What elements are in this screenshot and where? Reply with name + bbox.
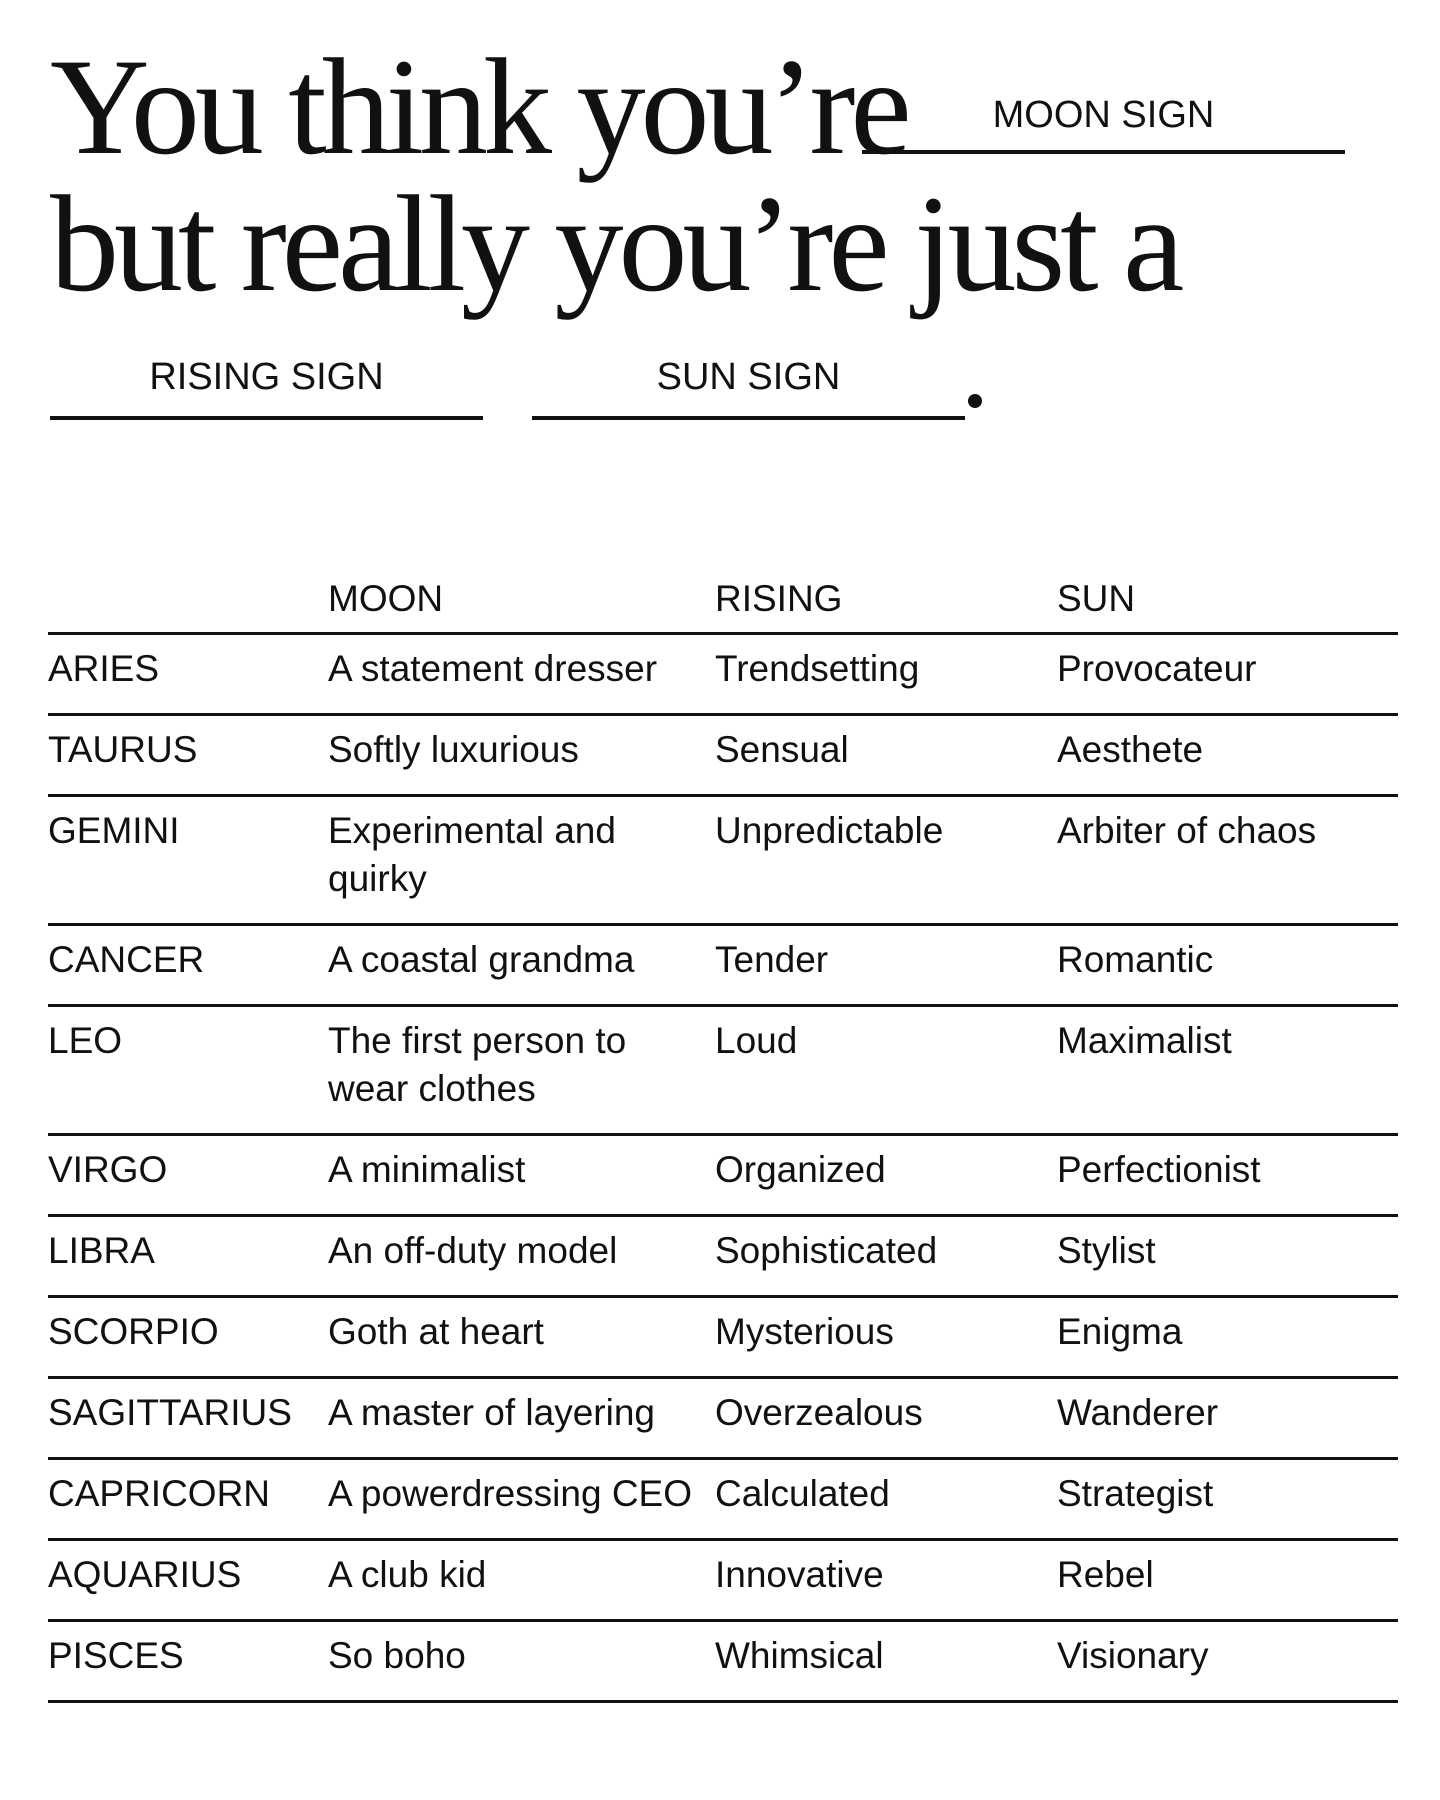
table-row	[48, 714, 1398, 795]
sun-cell: Arbiter of chaos	[1057, 795, 1398, 924]
table-row	[48, 1134, 1398, 1215]
header-sign	[48, 567, 328, 633]
rising-cell: Mysterious	[715, 1296, 1057, 1377]
rising-cell: Calculated	[715, 1458, 1057, 1539]
sun-sign-blank: SUN SIGN	[532, 356, 965, 420]
sun-cell: Wanderer	[1057, 1377, 1398, 1458]
moon-cell: The first person to wear clothes	[328, 1005, 715, 1134]
rising-sign-blank: RISING SIGN	[50, 356, 483, 420]
sign-cell: TAURUS	[48, 714, 328, 795]
sun-cell: Rebel	[1057, 1539, 1398, 1620]
header-sun: SUN	[1057, 567, 1398, 633]
sun-cell: Enigma	[1057, 1296, 1398, 1377]
sign-cell: PISCES	[48, 1620, 328, 1701]
headline-line-2: but really you’re just a	[50, 167, 1180, 320]
sign-cell: SCORPIO	[48, 1296, 328, 1377]
moon-cell: A statement dresser	[328, 633, 715, 714]
sign-cell: VIRGO	[48, 1134, 328, 1215]
rising-cell: Organized	[715, 1134, 1057, 1215]
sign-cell: SAGITTARIUS	[48, 1377, 328, 1458]
table-row	[48, 1458, 1398, 1539]
table-row	[48, 1296, 1398, 1377]
sign-cell: LIBRA	[48, 1215, 328, 1296]
table-row	[48, 1539, 1398, 1620]
sun-cell: Stylist	[1057, 1215, 1398, 1296]
sign-cell: GEMINI	[48, 795, 328, 924]
sign-cell: CAPRICORN	[48, 1458, 328, 1539]
headline	[50, 0, 1430, 440]
moon-cell: So boho	[328, 1620, 715, 1701]
moon-cell: Goth at heart	[328, 1296, 715, 1377]
table-header-row	[48, 567, 1398, 633]
moon-sign-blank: MOON SIGN	[862, 92, 1345, 154]
moon-cell: A minimalist	[328, 1134, 715, 1215]
moon-cell: A coastal grandma	[328, 924, 715, 1005]
rising-cell: Whimsical	[715, 1620, 1057, 1701]
sun-cell: Strategist	[1057, 1458, 1398, 1539]
moon-cell: An off-duty model	[328, 1215, 715, 1296]
sign-cell: AQUARIUS	[48, 1539, 328, 1620]
zodiac-style-table	[48, 567, 1398, 1703]
moon-cell: A club kid	[328, 1539, 715, 1620]
moon-cell: A master of layering	[328, 1377, 715, 1458]
sun-cell: Perfectionist	[1057, 1134, 1398, 1215]
sign-cell: CANCER	[48, 924, 328, 1005]
header-rising: RISING	[715, 567, 1057, 633]
sign-cell: ARIES	[48, 633, 328, 714]
header-moon: MOON	[328, 567, 715, 633]
sign-cell: LEO	[48, 1005, 328, 1134]
rising-cell: Innovative	[715, 1539, 1057, 1620]
rising-cell: Unpredictable	[715, 795, 1057, 924]
sun-cell: Aesthete	[1057, 714, 1398, 795]
period-dot	[968, 394, 982, 408]
moon-cell: Experimental and quirky	[328, 795, 715, 924]
sun-cell: Maximalist	[1057, 1005, 1398, 1134]
moon-cell: A powerdressing CEO	[328, 1458, 715, 1539]
table-row	[48, 633, 1398, 714]
rising-cell: Trendsetting	[715, 633, 1057, 714]
moon-cell: Softly luxurious	[328, 714, 715, 795]
rising-cell: Overzealous	[715, 1377, 1057, 1458]
table-row	[48, 1377, 1398, 1458]
table-row	[48, 1620, 1398, 1701]
table-row	[48, 795, 1398, 924]
table-row	[48, 1215, 1398, 1296]
sun-cell: Visionary	[1057, 1620, 1398, 1701]
sun-cell: Provocateur	[1057, 633, 1398, 714]
rising-cell: Sophisticated	[715, 1215, 1057, 1296]
rising-cell: Loud	[715, 1005, 1057, 1134]
table-row	[48, 924, 1398, 1005]
rising-cell: Sensual	[715, 714, 1057, 795]
rising-cell: Tender	[715, 924, 1057, 1005]
table-row	[48, 1005, 1398, 1134]
sun-cell: Romantic	[1057, 924, 1398, 1005]
headline-line-1: You think you’re	[50, 30, 907, 183]
